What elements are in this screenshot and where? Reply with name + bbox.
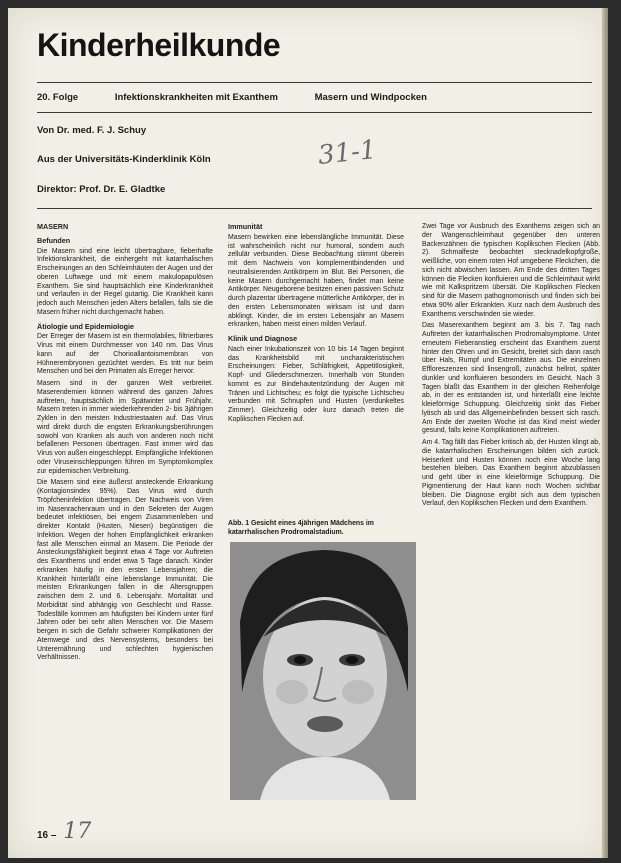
paragraph: Am 4. Tag fällt das Fieber kritisch ab, der Husten klingt ab, die katarrhalischen Erscheinungen bilden sich zurück. Heiserkeit und Husten können noch eine Woche lang bestehen bleiben. Das Exanthem beginnt abzublassen und geht über in eine kleieförmige Schuppung. Die Pigmentierung der Haut kann noch Wochen sichtbar bleiben. Die Diagnose ergibt sich aus dem typischen Verlauf, den Koplikschen Flecken und dem Exanthem. [422,439,600,508]
figure-caption: Abb. 1 Gesicht eines 4jährigen Mädchens im katarrhalischen Prodromalstadium. [228,520,374,536]
handwritten-page-number: 17 [63,819,92,844]
paragraph: Nach einer Inkubationszeit von 10 bis 14 Tagen beginnt das Krankheitsbild mit uncharakteristischen Erscheinungen: Fieber, Schläfrigkeit, Appetitlosigkeit, Kopf- und Gliederschmerzen. Innerhalb von Stunden kommt es zur Bindehautentzündung der Augen mit Tränen und Lichtscheu; es folgt die typische Lichtscheu verbunden mit Schnupfen und Husten (verdunkeltes Zimmer). Gleichzeitig oder kurz danach treten die Koplikschen Flecken auf. [228,345,404,423]
paragraph: Die Masern sind eine äußerst ansteckende Erkrankung (Kontagionsindex 95%). Das Virus wird durch Tröpfcheninfektion übertragen. Der Nachweis von Viren im Nasenrachenraum und in den Sekreten der Augen bedeutet infektiösen, bei engem Zusammenleben und direkter Kontakt (Husten, Niesen) begünstigen die Infektion. Wegen der hohen Empfänglichkeit erkranken fast alle Menschen einmal an Masern. Die Periode der Ansteckungsfähigkeit beginnt etwa 4 Tage vor Auftreten des Exanthems und endet etwa 5 Tage danach. Kinder erkranken häufig in den ersten Lebensjahren; die Krankheit hinterläßt eine lebenslange Immunität. Die meisten Erkrankungen fallen in die Altersgruppen zwischen dem 2. und 6. Lebensjahr. Mortalität und Morbidität sind abhängig von Geschlecht und Rasse. Todesfälle kommen am häufigsten bei Kindern unter fünf Jahren oder bei sehr alten Menschen vor. Die Masern bergen in sich die Gefahr schwerer Komplikationen der Atemwege und des Nervensystems, besonders bei Unterernährung und schlechten hygienischen Verhältnissen. [37,479,213,662]
paragraph: Masern bewirken eine lebenslängliche Immunität. Diese ist wahrscheinlich nicht nur humoral, sondern auch zellulär verbunden. Diese Beobachtung stimmt überein mit dem Nachweis von komplementbindenden und neutralisierenden Antikörpern im Blut. Bei Personen, die keine Masern durchgemacht haben, findet man keine Antikörper. Neugeborene besitzen einen passiven Schutz durch plazentar übertragene mütterliche Antikörper, der in den ersten Lebensmonaten wirksam ist und dann abklingt. Kinder, die im ersten Lebensjahr an Masern erkranken, haben meist einen milden Verlauf. [228,233,404,329]
subheading-immunitat: Immunität [228,222,263,231]
child-face-photo [230,542,416,800]
series-number: 20. Folge [37,92,79,103]
paragraph: Das Maserexanthem beginnt am 3. bis 7. Tag nach Auftreten der katarrhalischen Prodromalsymptome. Unter erneutem Fieberanstieg erscheint das Exanthem zuerst hinter den Ohren und im Gesicht, breitet sich dann rasch über Hals, Rumpf und Extremitäten aus. Die einzelnen Effloreszenzen sind linsengroß, zunächst hellrot, später dunkler und konfluieren besonders im Gesicht. Nach 3 Tagen blaßt das Exanthem in der gleichen Reihenfolge ab, in der es entstanden ist, und hinterläßt eine leichte kleieförmige Schuppung. Gleichzeitig sinkt das Fieber lytisch ab und das Allgemeinbefinden bessert sich rasch. Am Ende der zweiten Woche ist das Kind meist wieder gesund, falls keine Komplikationen auftreten. [422,322,600,435]
series-line [37,92,461,103]
paragraph: Zwei Tage vor Ausbruch des Exanthems zeigen sich an der Wangenschleimhaut gegenüber den unteren Backenzähnen die typischen Koplikschen Flecken (Abb. 2). Schmalfeste beobachtet stecknadelkopfgroße, weißliche, von einem roten Hof umgebene Fleckchen, die sich nicht abwischen lassen. Am Ende des dritten Tages können die Flecken konfluieren und die Schleimhaut wirkt wie mit Kalkspritzern übersät. Die Koplikschen Flecken sind für die Masern pathognomonisch und finden sich bei etwa 90% aller Erkrankten. Kurz nach dem Ausbruch des Exanthems verschwinden sie wieder. [422,223,600,318]
page-number: 16 [37,830,49,841]
handwritten-note: 31-1 [316,135,378,171]
subheading-atiologie: Ätiologie und Epidemiologie [37,321,135,331]
author-line: Von Dr. med. F. J. Schuy [37,125,147,136]
series-subject: Masern und Windpocken [314,92,427,103]
section-heading-masern: MASERN [37,222,69,231]
text-column-2 [228,223,404,428]
page-title: Kinderheilkunde [37,27,281,63]
paragraph: Der Erreger der Masern ist ein thermolabiles, filtrierbares Virus mit einem Durchmesser von 140 nm. Das Virus kann auf der Chorioallantoismembran von Hühnerembryonen gezüchtet werden. Es tritt nur beim Menschen und bei den Primaten als Erreger hervor. [37,333,213,376]
text-column-3 [422,223,600,512]
subheading-klinik: Klinik und Diagnose [228,334,298,343]
series-rule [37,112,592,113]
page-edge-strip [602,8,608,858]
paragraph: Die Masern sind eine leicht übertragbare, fieberhafte Infektionskrankheit, die einhergeht mit katarrhalischen Erscheinungen an den Schleimhäuten der Augen und der oberen Luftwege und mit einem makulopapulösen Exanthem. Sie sind hauptsächlich eine Kinderkrankheit und verlaufen in der Regel gutartig. Die Krankheit kann jedoch auch Menschen jeden Alters befallen, falls sie die Masern früher nicht durchgemacht haben. [37,247,213,316]
page-footer: 16 – 17 [37,819,92,844]
header-rule [37,208,592,209]
institution-line: Aus der Universitäts-Kinderklinik Köln [37,154,211,165]
subheading-befunden: Befunden [37,235,71,245]
title-rule [37,82,592,83]
paragraph: Masern sind in der ganzen Welt verbreitet. Maserendemien können während des ganzen Jahres auftreten, hauptsächlich im Spätwinter und Frühjahr. Masern treten in immer wiederkehrenden 2- bis 3jährigen Zyklen in den meisten Industriestaaten auf. Das Virus wird direkt durch die engsten Erkrankungsberührungen sowohl von Kranken als auch von anderen noch nicht befallenen Personen übertragen. Fast immer wird das Virus von außen eingeschleppt. Empfängliche Infektionen oder Viruseinschleppungen führen im Symptomkomplex zur epidemischen Verbreitung. [37,380,213,475]
magazine-page [8,8,608,858]
series-topic: Infektionskrankheiten mit Exanthem [114,92,278,103]
text-column-1 [37,223,213,666]
director-line: Direktor: Prof. Dr. E. Gladtke [37,184,166,195]
